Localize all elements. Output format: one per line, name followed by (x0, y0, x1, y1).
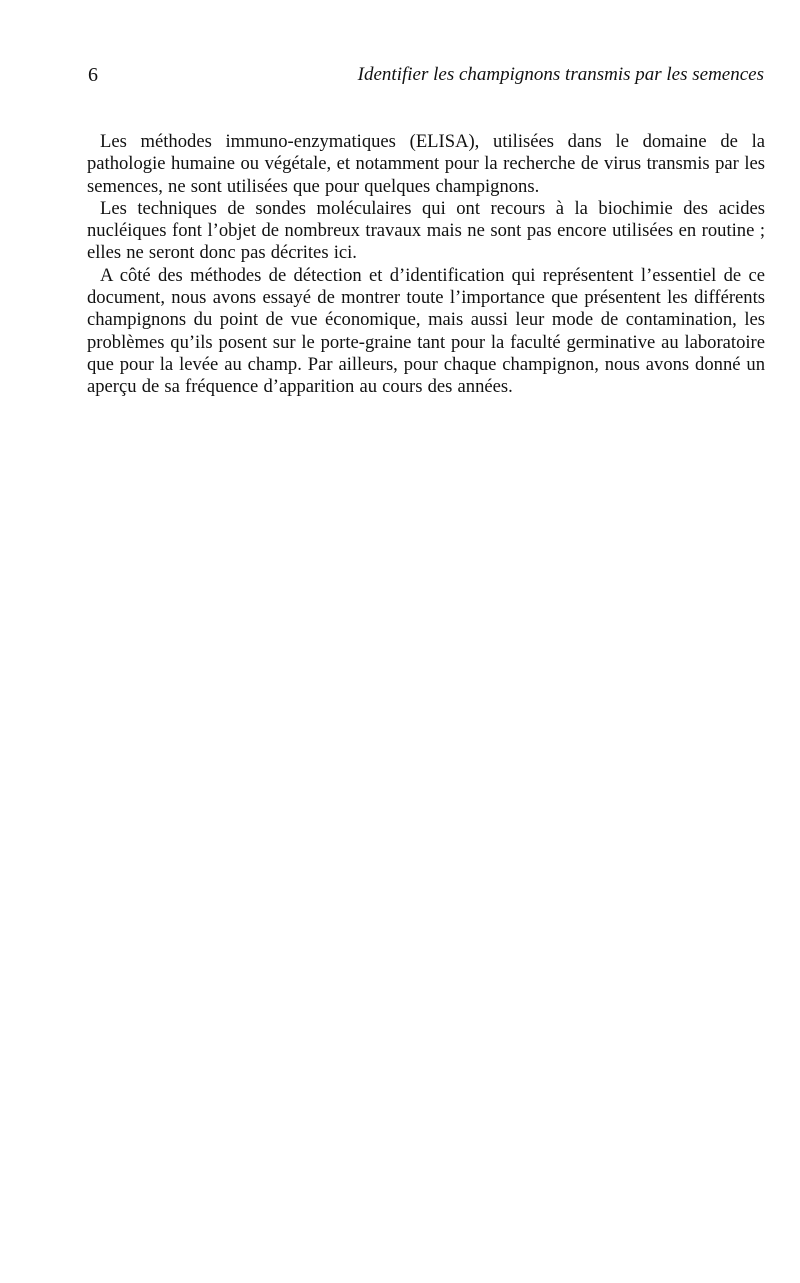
paragraph: A côté des méthodes de détection et d’identification qui représentent l’essentiel de ce document, nous avons essayé de montrer toute l’importance que présentent les différents champignons du point de vue économique, mais aussi leur mode de contamination, les problèmes qu’ils posent sur le porte-graine tant pour la faculté germinative au laboratoire que pour la levée au champ. Par ailleurs, pour chaque champignon, nous avons donné un aperçu de sa fréquence d’apparition au cours des années. (87, 264, 765, 398)
running-title: Identifier les champignons transmis par les semences (357, 64, 764, 85)
body-text (87, 131, 765, 399)
paragraph: Les méthodes immuno-enzymatiques (ELISA), utilisées dans le domaine de la pathologie humaine ou végétale, et notamment pour la recherche de virus transmis par les semences, ne sont utilisées que pour quelques champignons. (87, 131, 765, 197)
page-number: 6 (88, 64, 98, 86)
paragraph: Les techniques de sondes moléculaires qui ont recours à la biochimie des acides nucléiques font l’objet de nombreux travaux mais ne sont pas encore utilisées en routine ; elles ne seront donc pas décrites ici. (87, 197, 765, 264)
page-header (88, 62, 764, 88)
